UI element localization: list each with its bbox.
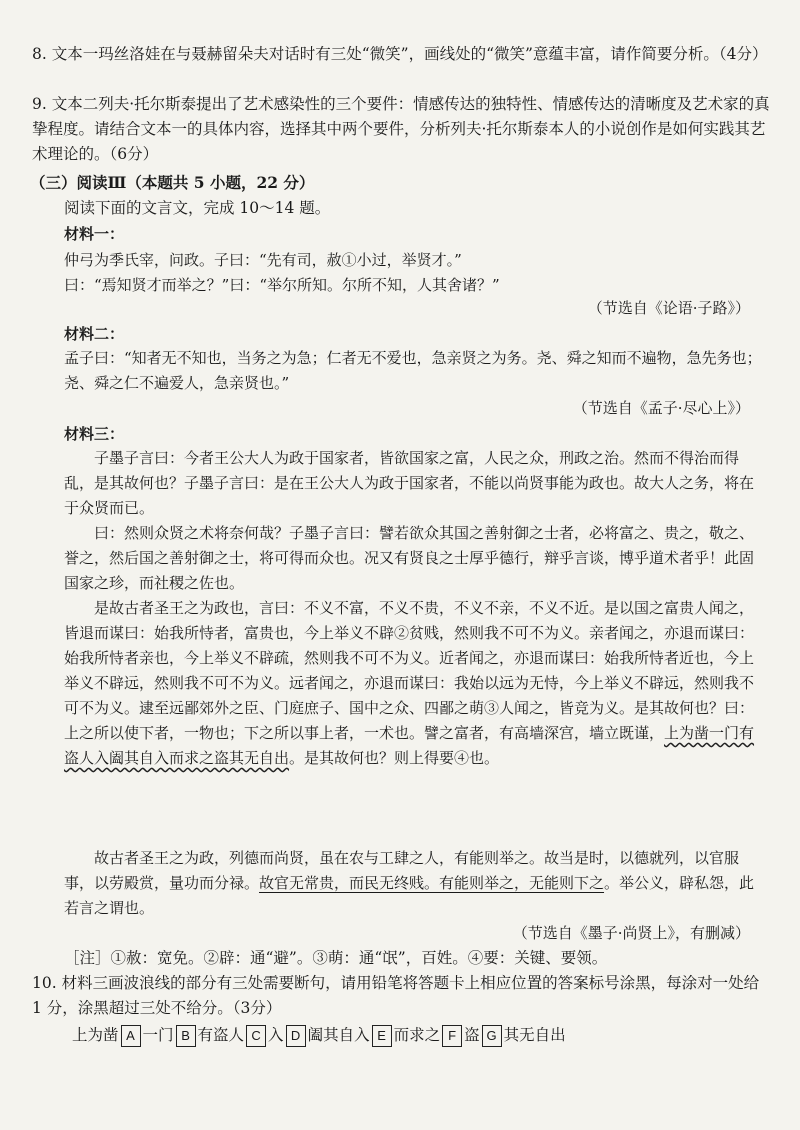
material-2-source: （节选自《孟子·尽心上》）: [572, 399, 750, 417]
question-10: 10. 材料三画波浪线的部分有三处需要断句，请用铅笔将答题卡上相应位置的答案标号涂黑，每涂对一处给 1 分，涂黑超过三处不给分。（3分）: [32, 974, 760, 1017]
material-3-para-4-start: 故古者圣王之为政，列德而尚贤，虽在农与工肆之人，有能则举之。故当是时，以德就列，以官服事，以劳殿赏，量功而分禄。: [64, 849, 740, 892]
material-3-para-3-start: 是故古者圣王之为政也，言曰：不义不富，不义不贵，不义不亲，不义不近。是以国之富贵人闻之，皆退而谋曰：始我所恃者，富贵也，今上举义不辟②贫贱，然则我不可不为义。亲者闻之，亦退而谋曰：始我所恃者亲也，今上举义不辟疏，然则我不可不为义。近者闻之，亦退而谋曰：始我所恃者近也，今上举义不辟远，然则我不可不为义。远者闻之，亦退而谋曰：我始以远为无恃，今上举义不辟远，然则我不可不为义。逮至远鄙郊外之臣、门庭庶子、国中之众、四鄙之萌③人闻之，皆竞为义。是其故何也？曰：上之所以使下者，一物也；下之所以事上者，一术也。譬之富者，有高墙深宫，墙立既谨，: [64, 599, 755, 742]
reading-instruction: 阅读下面的文言文，完成 10～14 题。: [64, 199, 331, 217]
material-3-para-3-end: 。是其故何也？则上得要④也。: [289, 749, 500, 767]
annotation-note: ［注］①赦：宽免。②辟：通“避”。③萌：通“氓”，百姓。④要：关键、要领。: [64, 949, 608, 967]
material-3-para-1: 子墨子言曰：今者王公大人为政于国家者，皆欲国家之富，人民之众，刑政之治。然而不得治而得乱，是其故何也？子墨子言曰：是在王公大人为政于国家者，不能以尚贤事能为政也。故大人之务，将在于众贤而已。: [64, 449, 755, 517]
segment: 其无自出: [503, 1026, 566, 1044]
segmentation-row: [72, 1022, 566, 1048]
segment: 而求之: [393, 1026, 441, 1044]
material-1-line-1: 仲弓为季氏宰，问政。子曰：“先有司，赦①小过，举贤才。”: [64, 251, 462, 269]
answer-box-c[interactable]: C: [246, 1025, 266, 1047]
segment: 上为凿: [72, 1026, 119, 1044]
segment: 有盗人: [197, 1026, 245, 1044]
question-8: 8. 文本一玛丝洛娃在与聂赫留朵夫对话时有三处“微笑”，画线处的“微笑”意蕴丰富，请作简要分析。（4分）: [32, 45, 768, 63]
material-3-para-4-end: 。举公义，辟私怨，此若言之谓也。: [64, 874, 755, 917]
material-1-line-2: 曰：“焉知贤才而举之？”曰：“举尔所知。尔所不知，人其舍诸？”: [64, 276, 500, 294]
answer-box-a[interactable]: A: [121, 1025, 141, 1047]
material-3-para-2: 曰：然则众贤之术将奈何哉？子墨子言曰：譬若欲众其国之善射御之士者，必将富之、贵之，敬之、誉之，然后国之善射御之士，将可得而众也。况又有贤良之士厚乎德行，辩乎言谈，博乎道术者乎！此固国家之珍，而社稷之佐也。: [64, 524, 755, 592]
segment: 入: [268, 1026, 284, 1044]
material-3-source: （节选自《墨子·尚贤上》，有删减）: [512, 924, 750, 942]
answer-box-b[interactable]: B: [176, 1025, 196, 1047]
answer-box-g[interactable]: G: [482, 1025, 502, 1047]
material-2-heading: 材料二：: [64, 325, 125, 343]
material-3-para-3: [64, 596, 766, 771]
material-1-heading: 材料一：: [64, 225, 125, 243]
underlined-passage: 故官无常贵，而民无终贱。有能则举之，无能则下之: [259, 874, 605, 892]
answer-box-d[interactable]: D: [286, 1025, 306, 1047]
segment: 阖其自入: [307, 1026, 370, 1044]
wavy-line-passage: 上为凿一门有盗人入阖其自入而求之盗其无自出: [64, 724, 755, 767]
answer-box-e[interactable]: E: [372, 1025, 392, 1047]
answer-box-f[interactable]: F: [442, 1025, 462, 1047]
material-3-heading: 材料三：: [64, 425, 125, 443]
segment: 盗: [464, 1026, 480, 1044]
material-3-para-4: [64, 846, 766, 921]
segment: 一门: [142, 1026, 174, 1044]
question-9: 9. 文本二列夫·托尔斯泰提出了艺术感染性的三个要件：情感传达的独特性、情感传达的清晰度及艺术家的真挚程度。请结合文本一的具体内容，选择其中两个要件，分析列夫·托尔斯泰本人的小说创作是如何实践其艺术理论的。（6分）: [32, 95, 770, 163]
material-2-text: 孟子曰：“知者无不知也，当务之为急；仁者无不爱也，急亲贤之为务。尧、舜之知而不遍物，急先务也；尧、舜之仁不遍爱人，急亲贤也。”: [64, 349, 762, 392]
material-1-source: （节选自《论语·子路》）: [587, 299, 750, 317]
section-3-heading: （三）阅读Ⅲ（本题共 5 小题，22 分）: [30, 173, 315, 192]
